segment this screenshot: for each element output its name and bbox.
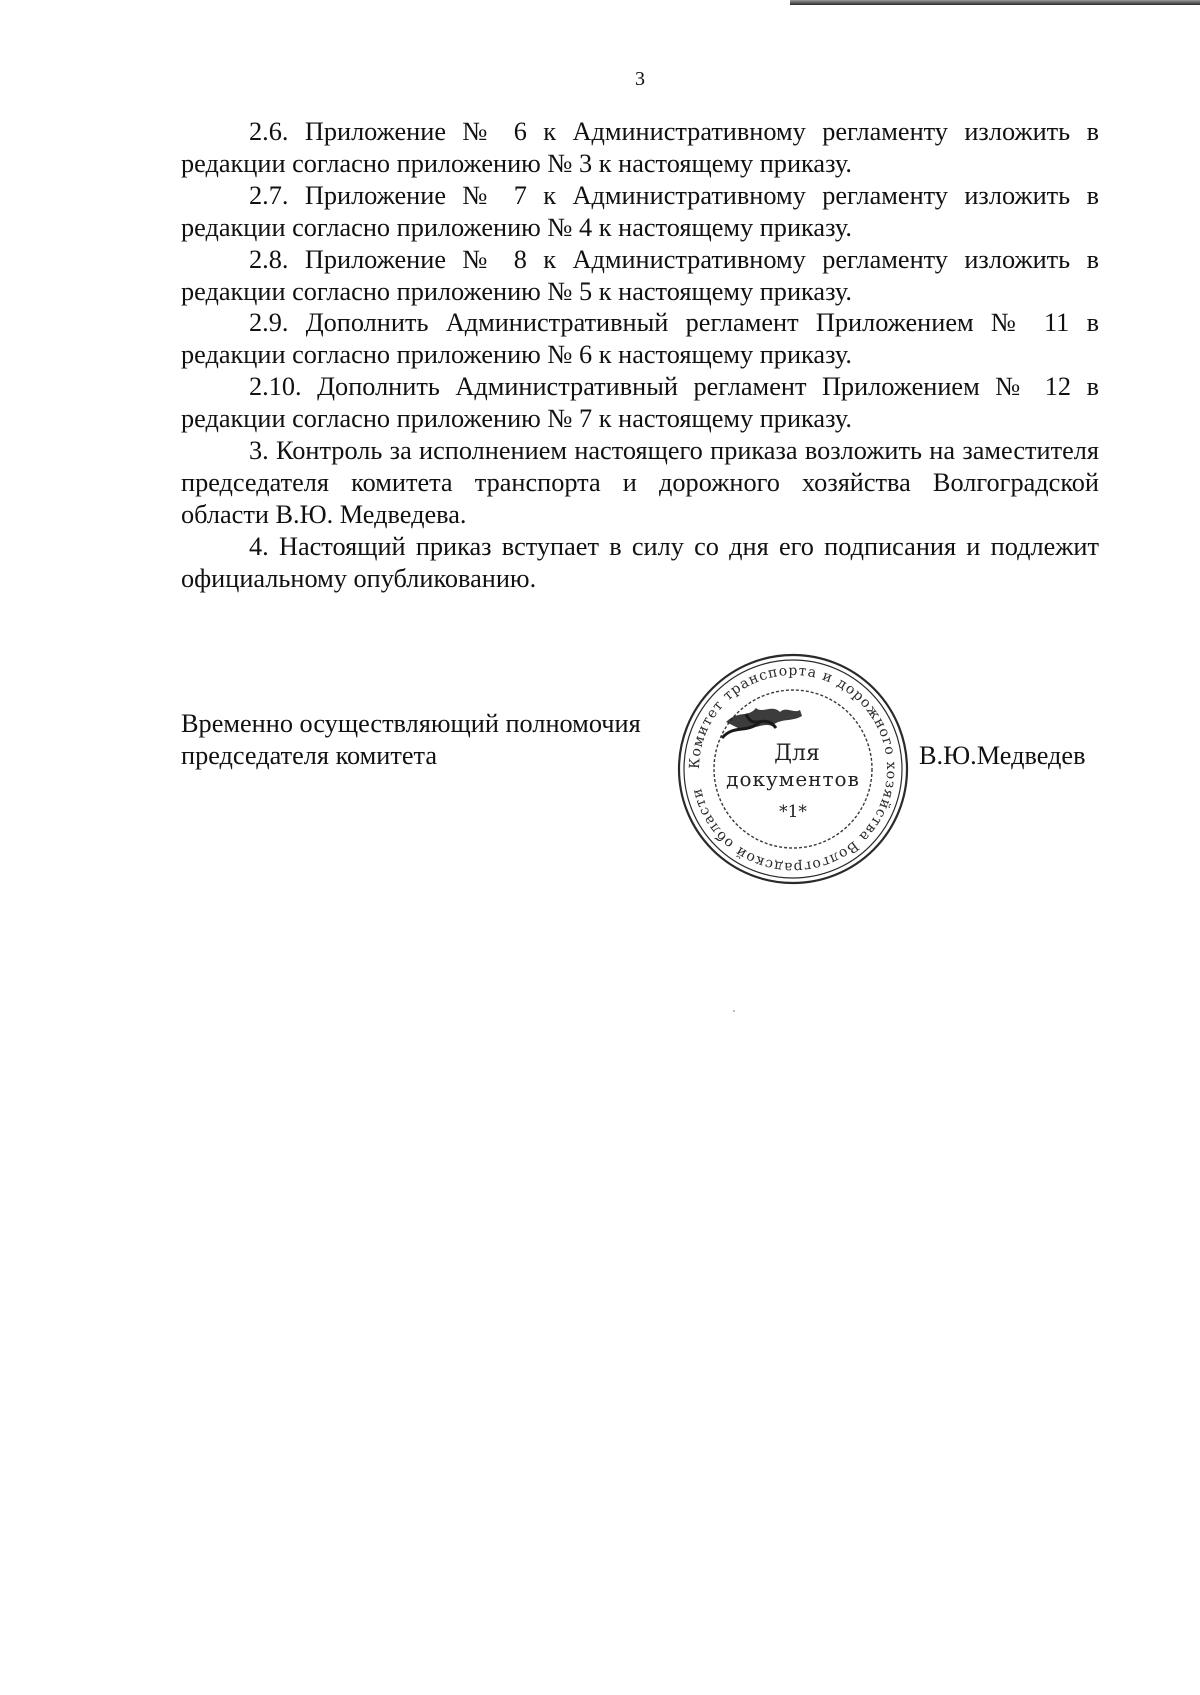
handwritten-signature [726, 708, 802, 729]
paragraph-2-8: 2.8. Приложение № 8 к Административному регламенту изложить в редакции согласно приложению № 5 к настоящему приказу. [181, 244, 1099, 306]
paragraph-2-10: 2.10. Дополнить Административный регламент Приложением № 12 в редакции согласно приложению № 7 к настоящему приказу. [181, 372, 1099, 434]
paragraph-4: 4. Настоящий приказ вступает в силу со дня его подписания и подлежит официальному опубликованию. [181, 531, 1099, 593]
position-line-2: председателя комитета [181, 741, 438, 770]
signatory-position [181, 708, 641, 772]
paragraph-3: 3. Контроль за исполнением настоящего приказа возложить на заместителя председателя комитета транспорта и дорожного хозяйства Волгоградской области В.Ю. Медведева. [181, 436, 1099, 529]
scan-speck [733, 1010, 735, 1012]
seal-number: *1* [779, 802, 807, 822]
seal-ring-text: Комитет транспорта и дорожного хозяйства Волгоградской области [686, 662, 900, 876]
seal-center-line-2: документов [726, 767, 860, 791]
official-seal [676, 652, 910, 886]
paragraph-2-6: 2.6. Приложение № 6 к Административному регламенту изложить в редакции согласно приложению № 3 к настоящему приказу. [181, 117, 1099, 178]
seal-center-line-1: Для [774, 741, 820, 766]
position-line-1: Временно осуществляющий полномочия [181, 709, 641, 738]
page-number: 3 [635, 68, 645, 90]
paragraph-2-9: 2.9. Дополнить Административный регламент Приложением № 11 в редакции согласно приложению № 6 к настоящему приказу. [181, 308, 1099, 370]
scan-edge-mark [790, 0, 1200, 5]
order-text [181, 116, 1099, 595]
signatory-name: В.Ю.Медведев [919, 741, 1086, 770]
paragraph-2-7: 2.7. Приложение № 7 к Административному регламенту изложить в редакции согласно приложению № 4 к настоящему приказу. [181, 180, 1099, 242]
